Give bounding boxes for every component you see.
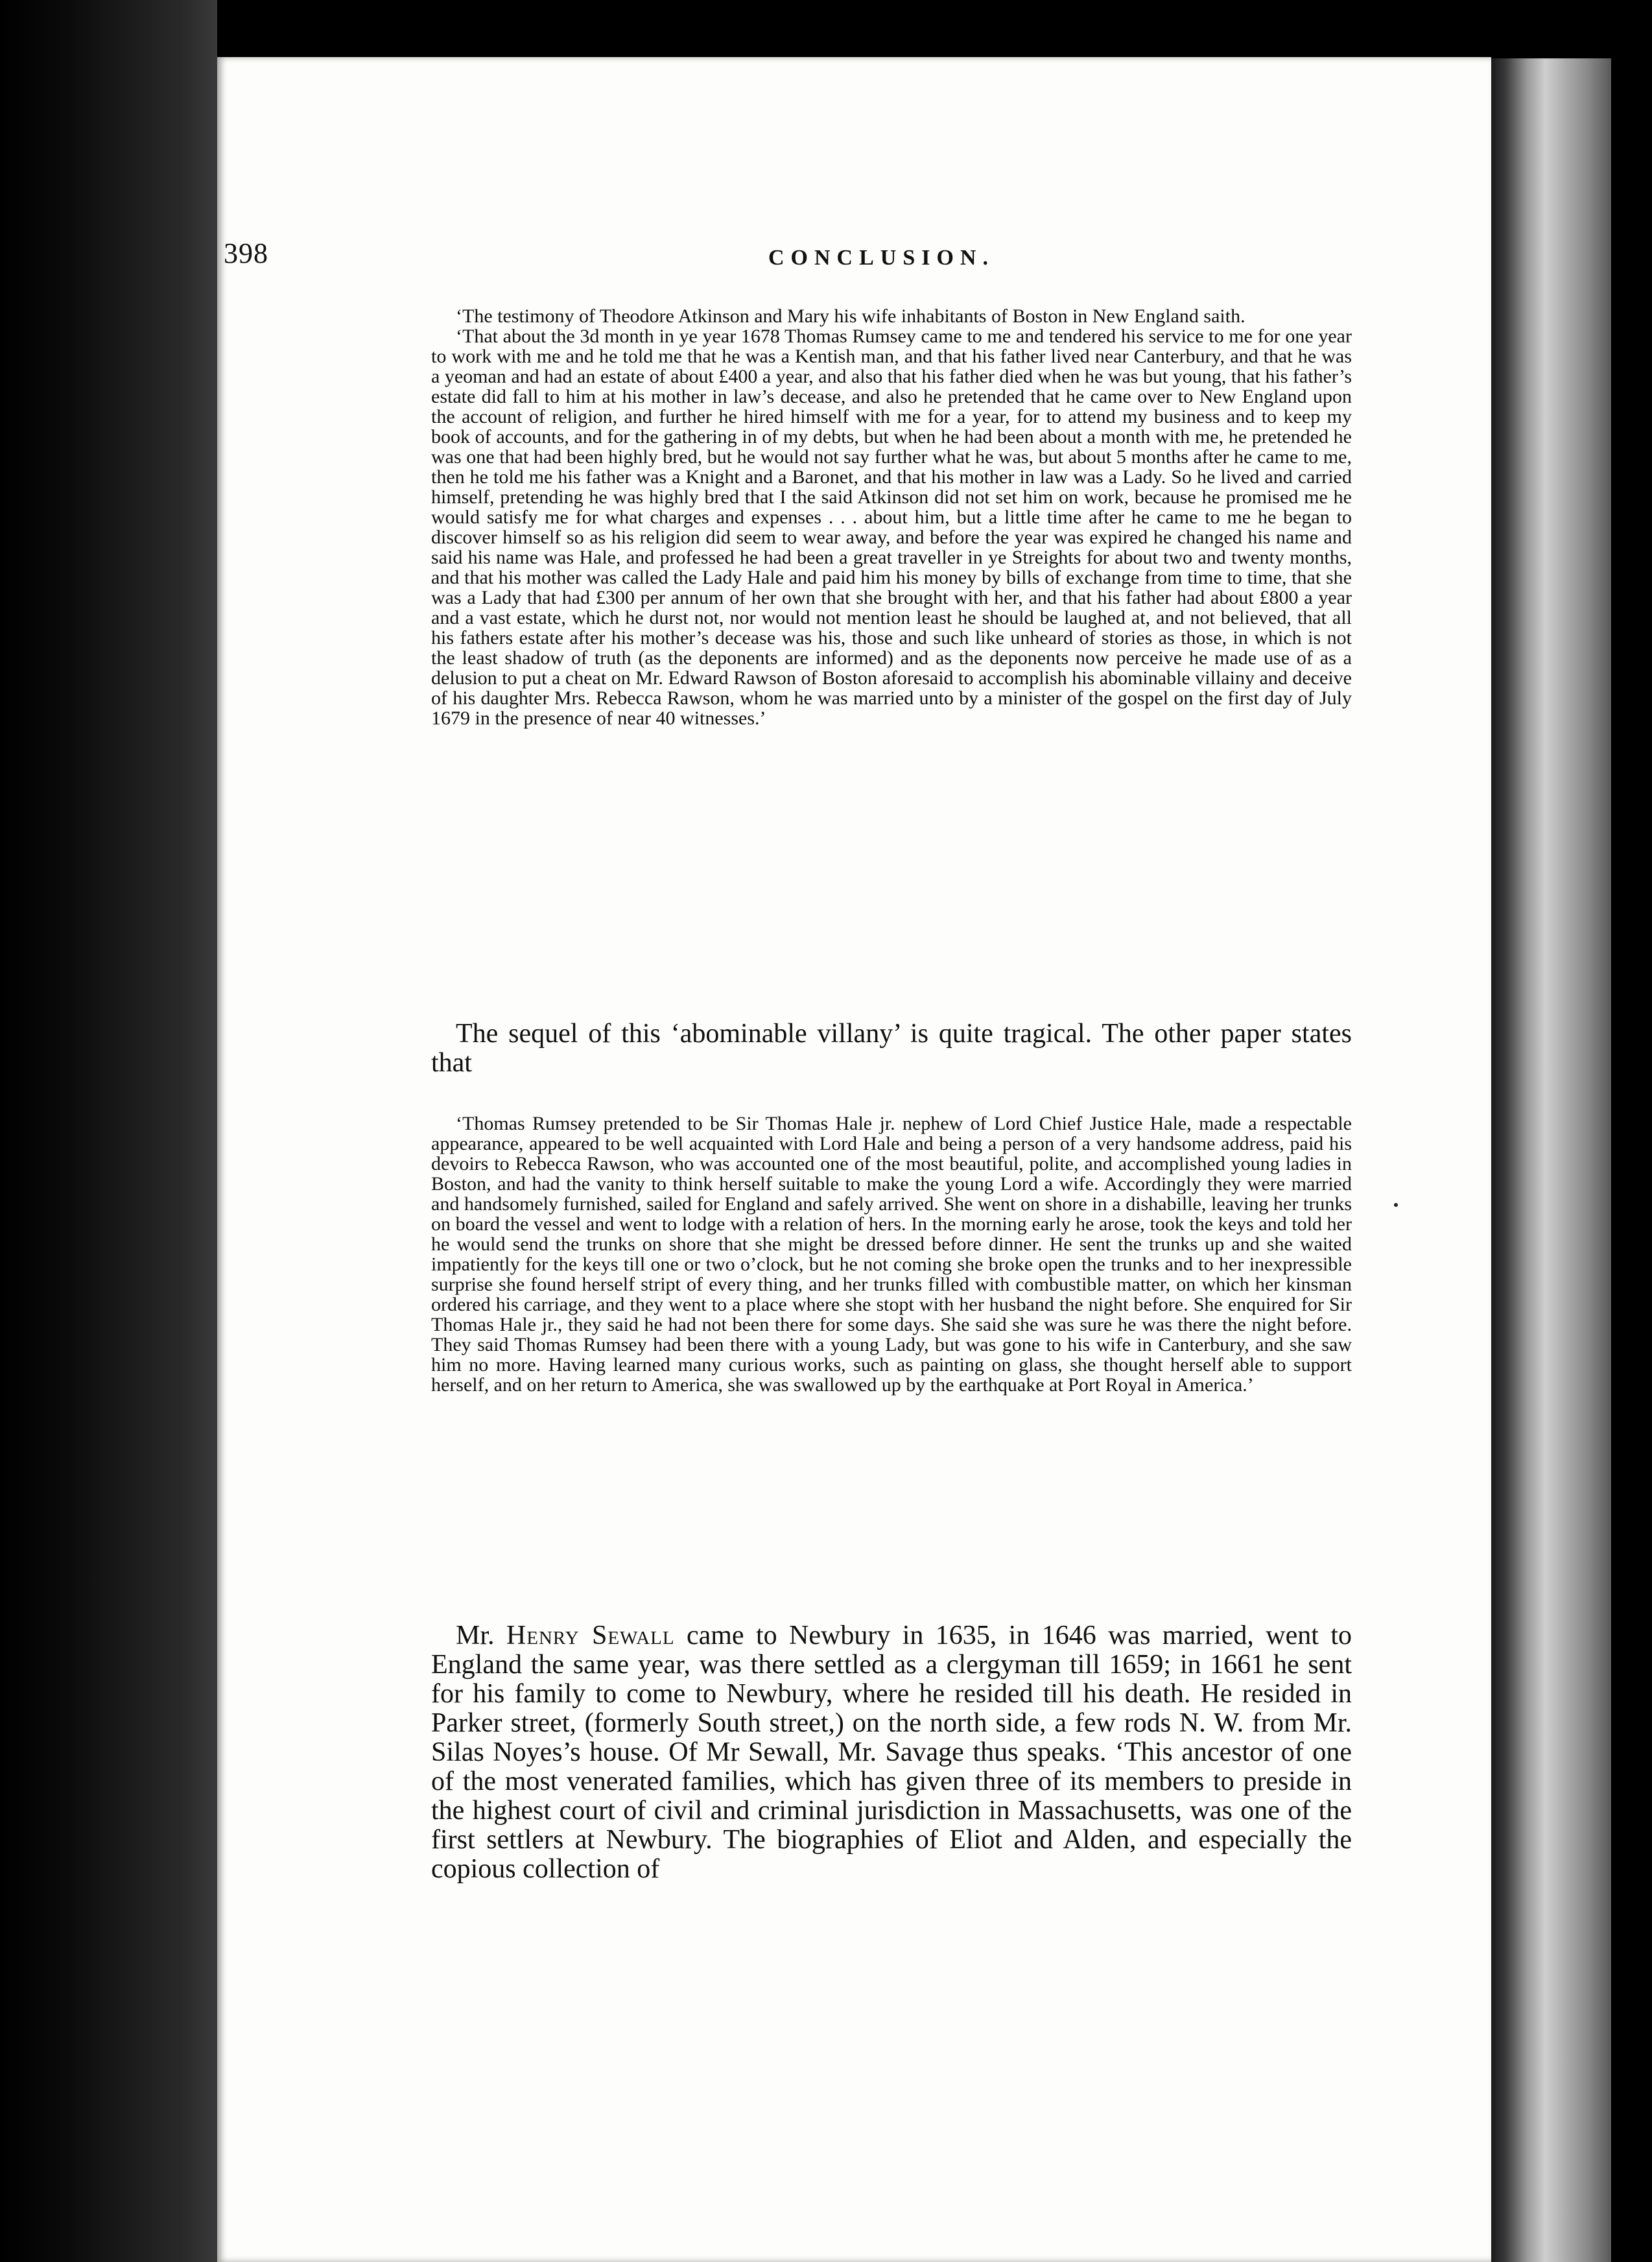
sequel-text: The sequel of this ‘abominable villany’ is quite tragical. The other paper states that [431,1019,1352,1078]
page-number: 398 [224,237,268,269]
rumsey-quote [431,1113,1352,1395]
sewall-paragraph [431,1621,1352,1884]
testimony-quote [431,306,1352,728]
sewall-name: Henry Sewall [506,1621,675,1650]
next-page-edge [1491,58,1611,2262]
rumsey-quote-text: ‘Thomas Rumsey pretended to be Sir Thomas Hale jr. nephew of Lord Chief Justice Hale, made a respectable appearance, appeared to be well acquainted with Lord Hale and being a person of a very handsome address, paid his devoirs to Rebecca Rawson, who was accounted one of the most beautiful, polite, and accomplished young ladies in Boston, and had the vanity to think herself suitable to make the young Lord a wife. Accordingly they were married and handsomely furnished, sailed for England and safely arrived. She went on shore in a dishabille, leaving her trunks on board the vessel and went to lodge with a relation of hers. In the morning early he arose, took the keys and told her he would send the trunks on shore that she might be dressed before dinner. He sent the trunks up and she waited impatiently for the keys till one or two o’clock, but he not coming she broke open the trunks and to her inexpressible surprise she found herself stript of every thing, and her trunks filled with combustible matter, on which her kinsman ordered his carriage, and they went to a place where she stopt with her husband the night before. She enquired for Sir Thomas Hale jr., they said he had not been there for some days. She said she was sure he was there the night before. They said Thomas Rumsey had been there with a young Lady, but was gone to his wife in Canterbury, and she saw him no more. Having learned many curious works, such as painting on glass, she thought herself able to support herself, and on her return to America, she was swallowed up by the earthquake at Port Royal in America.’ [431,1113,1352,1396]
sequel-paragraph [431,1019,1352,1078]
testimony-body: ‘That about the 3d month in ye year 1678 Thomas Rumsey came to me and tendered his service to me for one year to work with me and he told me that he was a Kentish man, and that his father lived near Canterbury, and that he was a yeoman and had an estate of about £400 a year, and also that his father died when he was but young, that his father’s estate did fall to him at his mother in law’s decease, and also he pretended that he came over to New England upon the account of religion, and further he hired himself with me for a year, for to attend my business and to keep my book of accounts, and for the gathering in of my debts, but when he had been about a month with me, he pretended he was one that had been highly bred, but he would not say further what he was, but about 5 months after he came to me, then he told me his father was a Knight and a Baronet, and that his mother in law was a Lady. So he lived and carried himself, pretending he was highly bred that I the said Atkinson did not set him on work, because he promised me he would satisfy me for what charges and expenses . . . about him, but a little time after he came to me he began to discover himself so as his religion did seem to wear away, and before the year was expired he changed his name and said his name was Hale, and professed he had been a great traveller in ye Streights for about two and twenty months, and that his mother was called the Lady Hale and paid him his money by bills of exchange from time to time, that she was a Lady that had £300 per annum of her own that she brought with her, and that his father had about £800 a year and a vast estate, which he durst not, nor would not mention least he should be laughed at, and not believed, that all his fathers estate after his mother’s decease was his, those and such like unheard of stories as those, in which is not the least shadow of truth (as the deponents are informed) and as the deponents now perceive he made use of as a delusion to put a cheat on Mr. Edward Rawson of Boston aforesaid to accomplish his abominable villainy and deceive of his daughter Mrs. Rebecca Rawson, whom he was married unto by a minister of the gospel on the first day of July 1679 in the presence of near 40 witnesses.’ [431,326,1352,729]
sewall-body: came to Newbury in 1635, in 1646 was married, went to England the same year, was there settled as a clergyman till 1659; in 1661 he sent for his family to come to Newbury, where he resided till his death. He resided in Parker street, (formerly South street,) on the north side, a few rods N. W. from Mr. Silas Noyes’s house. Of Mr Sewall, Mr. Savage thus speaks. ‘This ancestor of one of the most venerated families, which has given three of its members to preside in the highest court of civil and criminal jurisdiction in Massachusetts, was one of the first settlers at Newbury. The biographies of Eliot and Alden, and especially the copious collection of [431,1621,1352,1884]
sewall-lead: Mr. [456,1621,506,1650]
book-binding [0,0,217,2262]
testimony-intro: ‘The testimony of Theodore Atkinson and Mary his wife inhabitants of Boston in New England saith. [456,305,1245,327]
stray-mark [1394,1203,1398,1207]
page-header [224,237,1358,276]
running-head: CONCLUSION. [768,246,995,270]
sewall-text [431,1621,1352,1884]
